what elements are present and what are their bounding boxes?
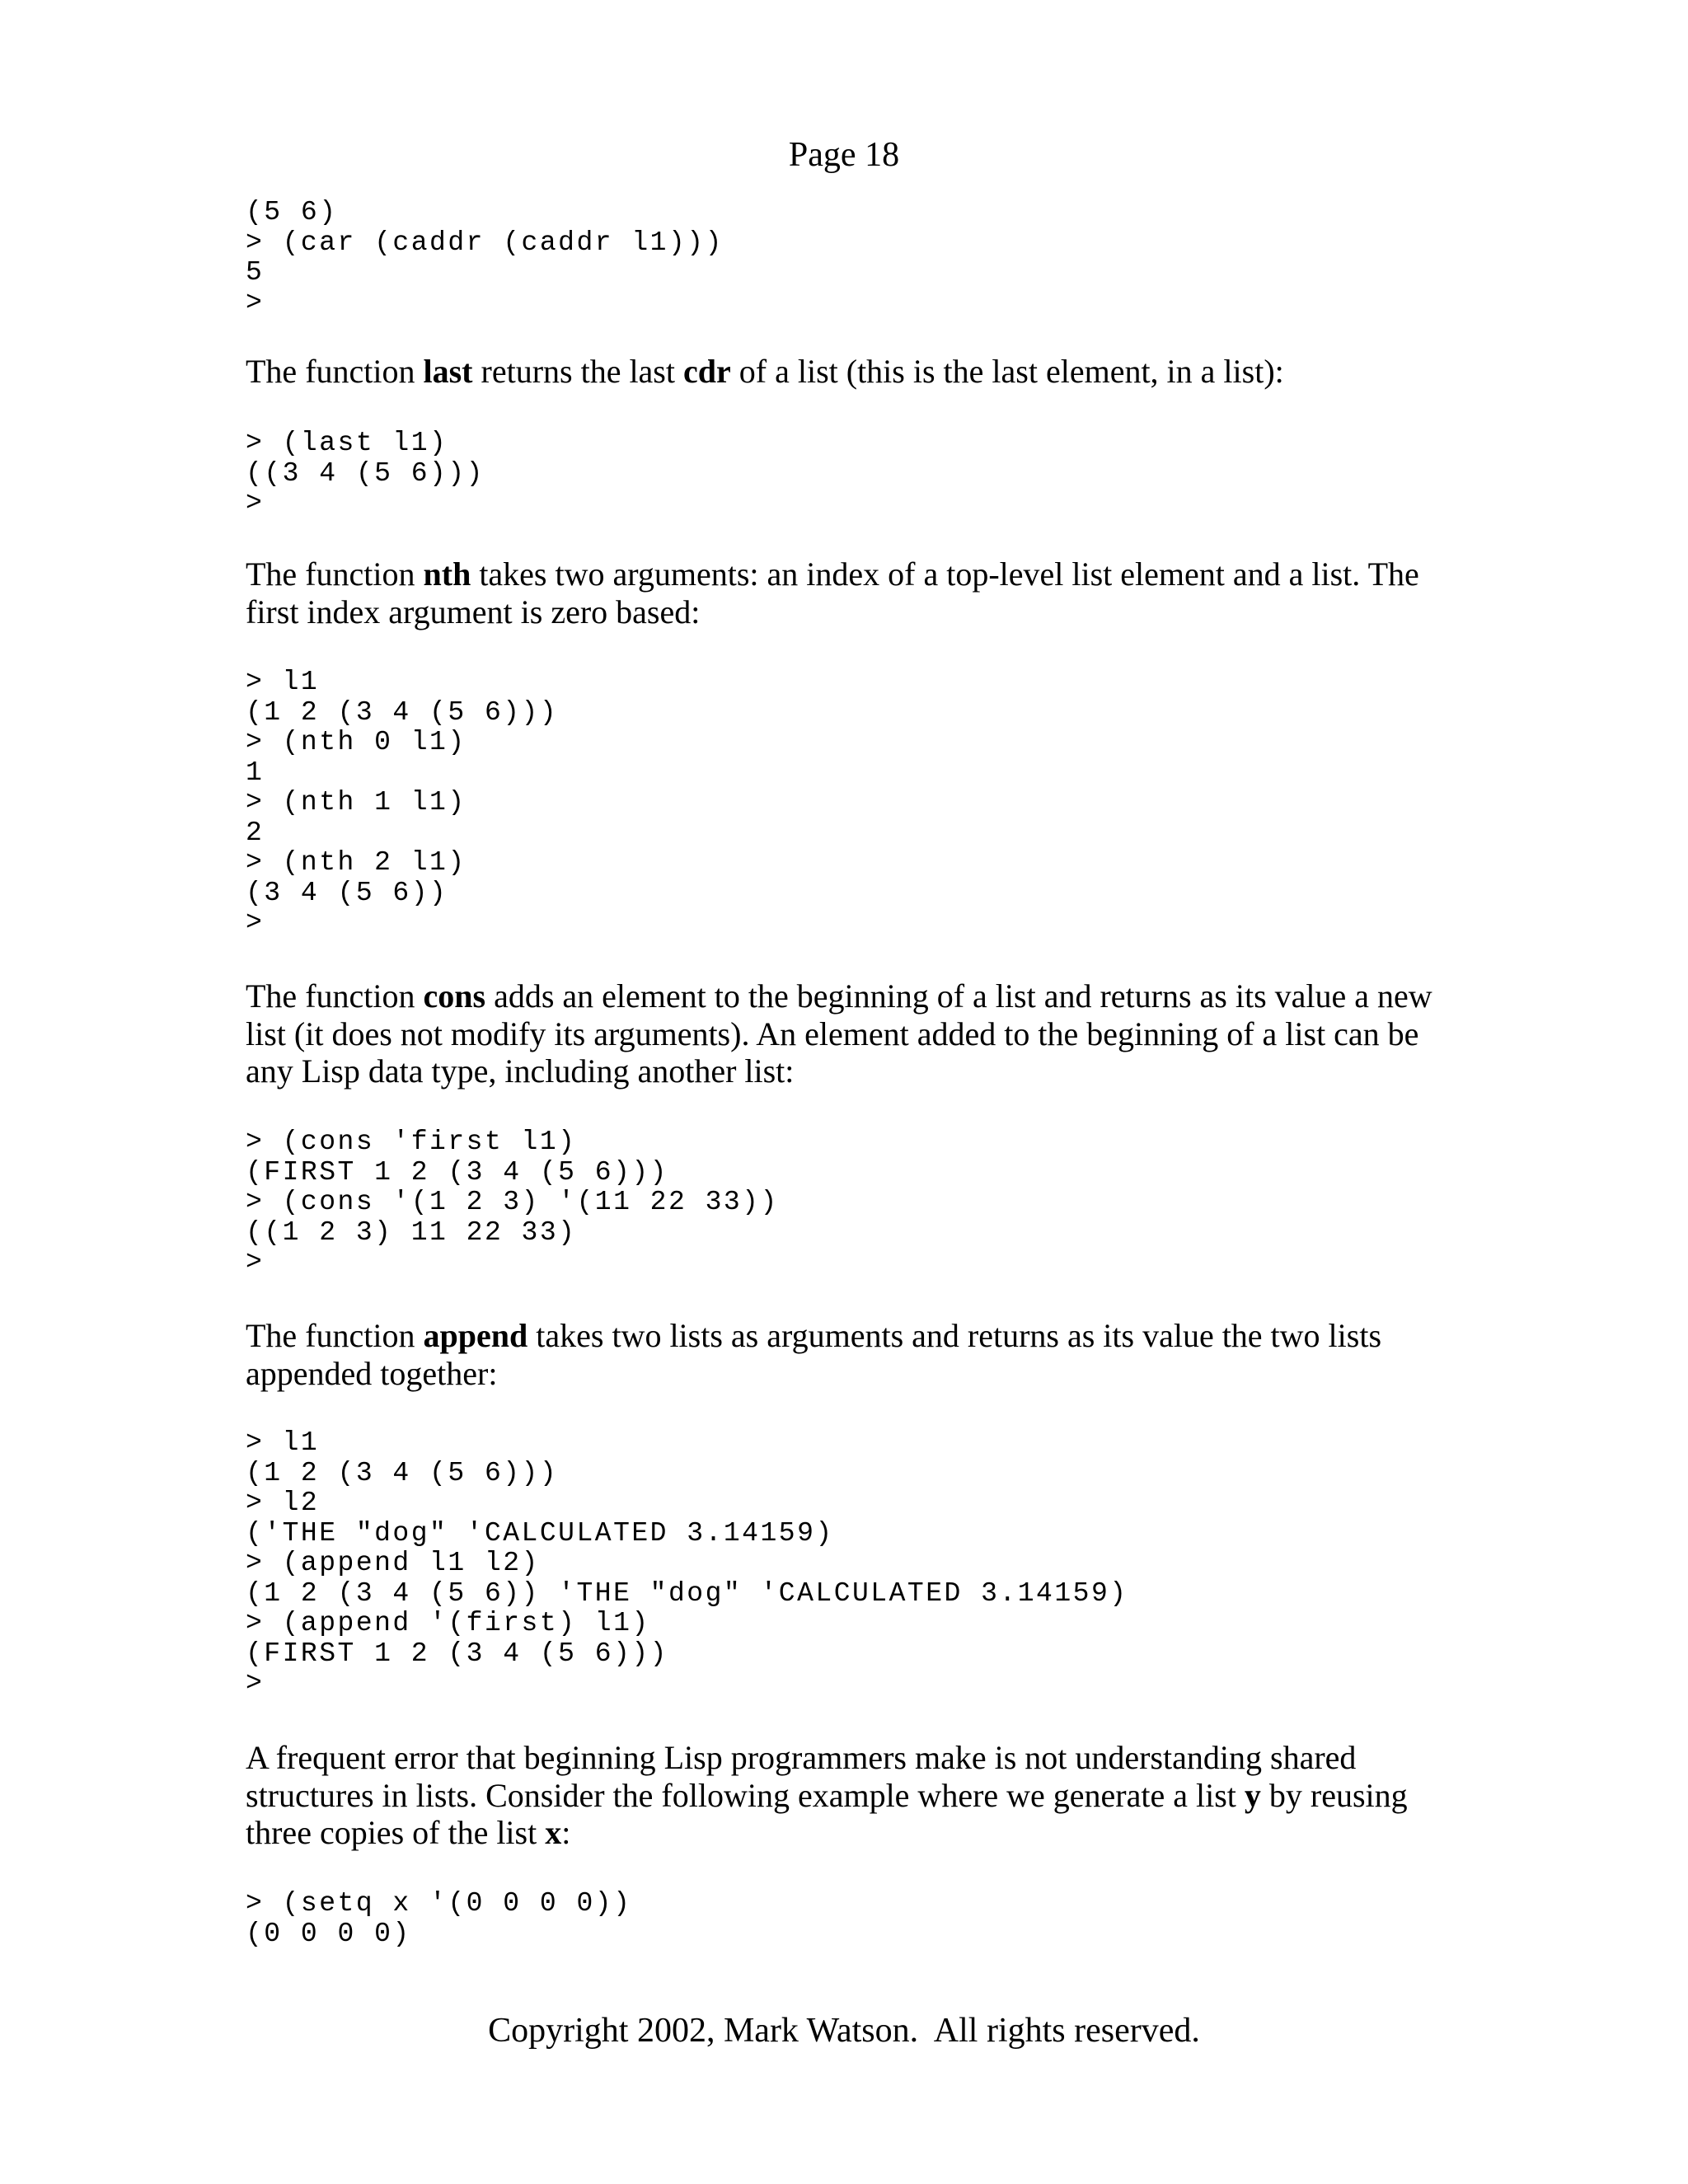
text-run: takes two lists as arguments and returns as its value the two lists appended together: bbox=[246, 1317, 1382, 1392]
page-number: Page 18 bbox=[788, 136, 900, 174]
bold-term: cons bbox=[423, 977, 486, 1015]
text-run: takes two arguments: an index of a top-level list element and a list. The first index argument is zero based: bbox=[246, 555, 1419, 630]
text-run: The function bbox=[246, 353, 424, 390]
text-run: : bbox=[561, 1814, 571, 1851]
copyright-footer: Copyright 2002, Mark Watson. All rights reserved. bbox=[488, 2012, 1200, 2050]
text-run: The function bbox=[246, 977, 424, 1015]
code-block: > l1 (1 2 (3 4 (5 6))) > l2 ('THE "dog" 'CALCULATED 3.14159) > (append l1 l2) (1 2 (3 4 (5 6)) 'THE "dog" 'CALCULATED 3.14159) > (append '(first) l1) (FIRST 1 2 (3 4 (5 6))) > bbox=[246, 1427, 1128, 1699]
paragraph-last-function bbox=[246, 353, 1449, 391]
bold-term: last bbox=[423, 353, 473, 390]
code-block: > (cons 'first l1) (FIRST 1 2 (3 4 (5 6))) > (cons '(1 2 3) '(11 22 33)) ((1 2 3) 11 22 33) > bbox=[246, 1127, 779, 1277]
bold-term: y bbox=[1244, 1776, 1261, 1814]
code-block: > (setq x '(0 0 0 0)) (0 0 0 0) bbox=[246, 1888, 632, 1949]
code-block: (5 6) > (car (caddr (caddr l1))) 5 > bbox=[246, 197, 724, 318]
text-run: A frequent error that beginning Lisp programmers make is not understanding shared structures in lists. Consider the following example where we generate a list bbox=[246, 1739, 1357, 1814]
bold-term: x bbox=[545, 1814, 562, 1851]
code-block: > l1 (1 2 (3 4 (5 6))) > (nth 0 l1) 1 > (nth 1 l1) 2 > (nth 2 l1) (3 4 (5 6)) > bbox=[246, 667, 559, 938]
text-run: returns the last bbox=[472, 353, 683, 390]
paragraph-nth-function bbox=[246, 555, 1449, 630]
text-run: The function bbox=[246, 1317, 424, 1354]
bold-term: append bbox=[423, 1317, 528, 1354]
bold-term: nth bbox=[423, 555, 471, 593]
code-block: > (last l1) ((3 4 (5 6))) > bbox=[246, 428, 485, 518]
text-run: of a list (this is the last element, in a list): bbox=[730, 353, 1284, 390]
text-run: The function bbox=[246, 555, 424, 593]
text-run: by reusing three copies of the list bbox=[246, 1776, 1408, 1851]
text-run: adds an element to the beginning of a list and returns as its value a new list (it does not modify its arguments). An element added to the beginning of a list can be any Lisp data type, including another list: bbox=[246, 977, 1432, 1090]
paragraph-shared-structures bbox=[246, 1739, 1449, 1852]
paragraph-append-function bbox=[246, 1317, 1449, 1392]
paragraph-cons-function bbox=[246, 977, 1449, 1090]
bold-term: cdr bbox=[683, 353, 731, 390]
